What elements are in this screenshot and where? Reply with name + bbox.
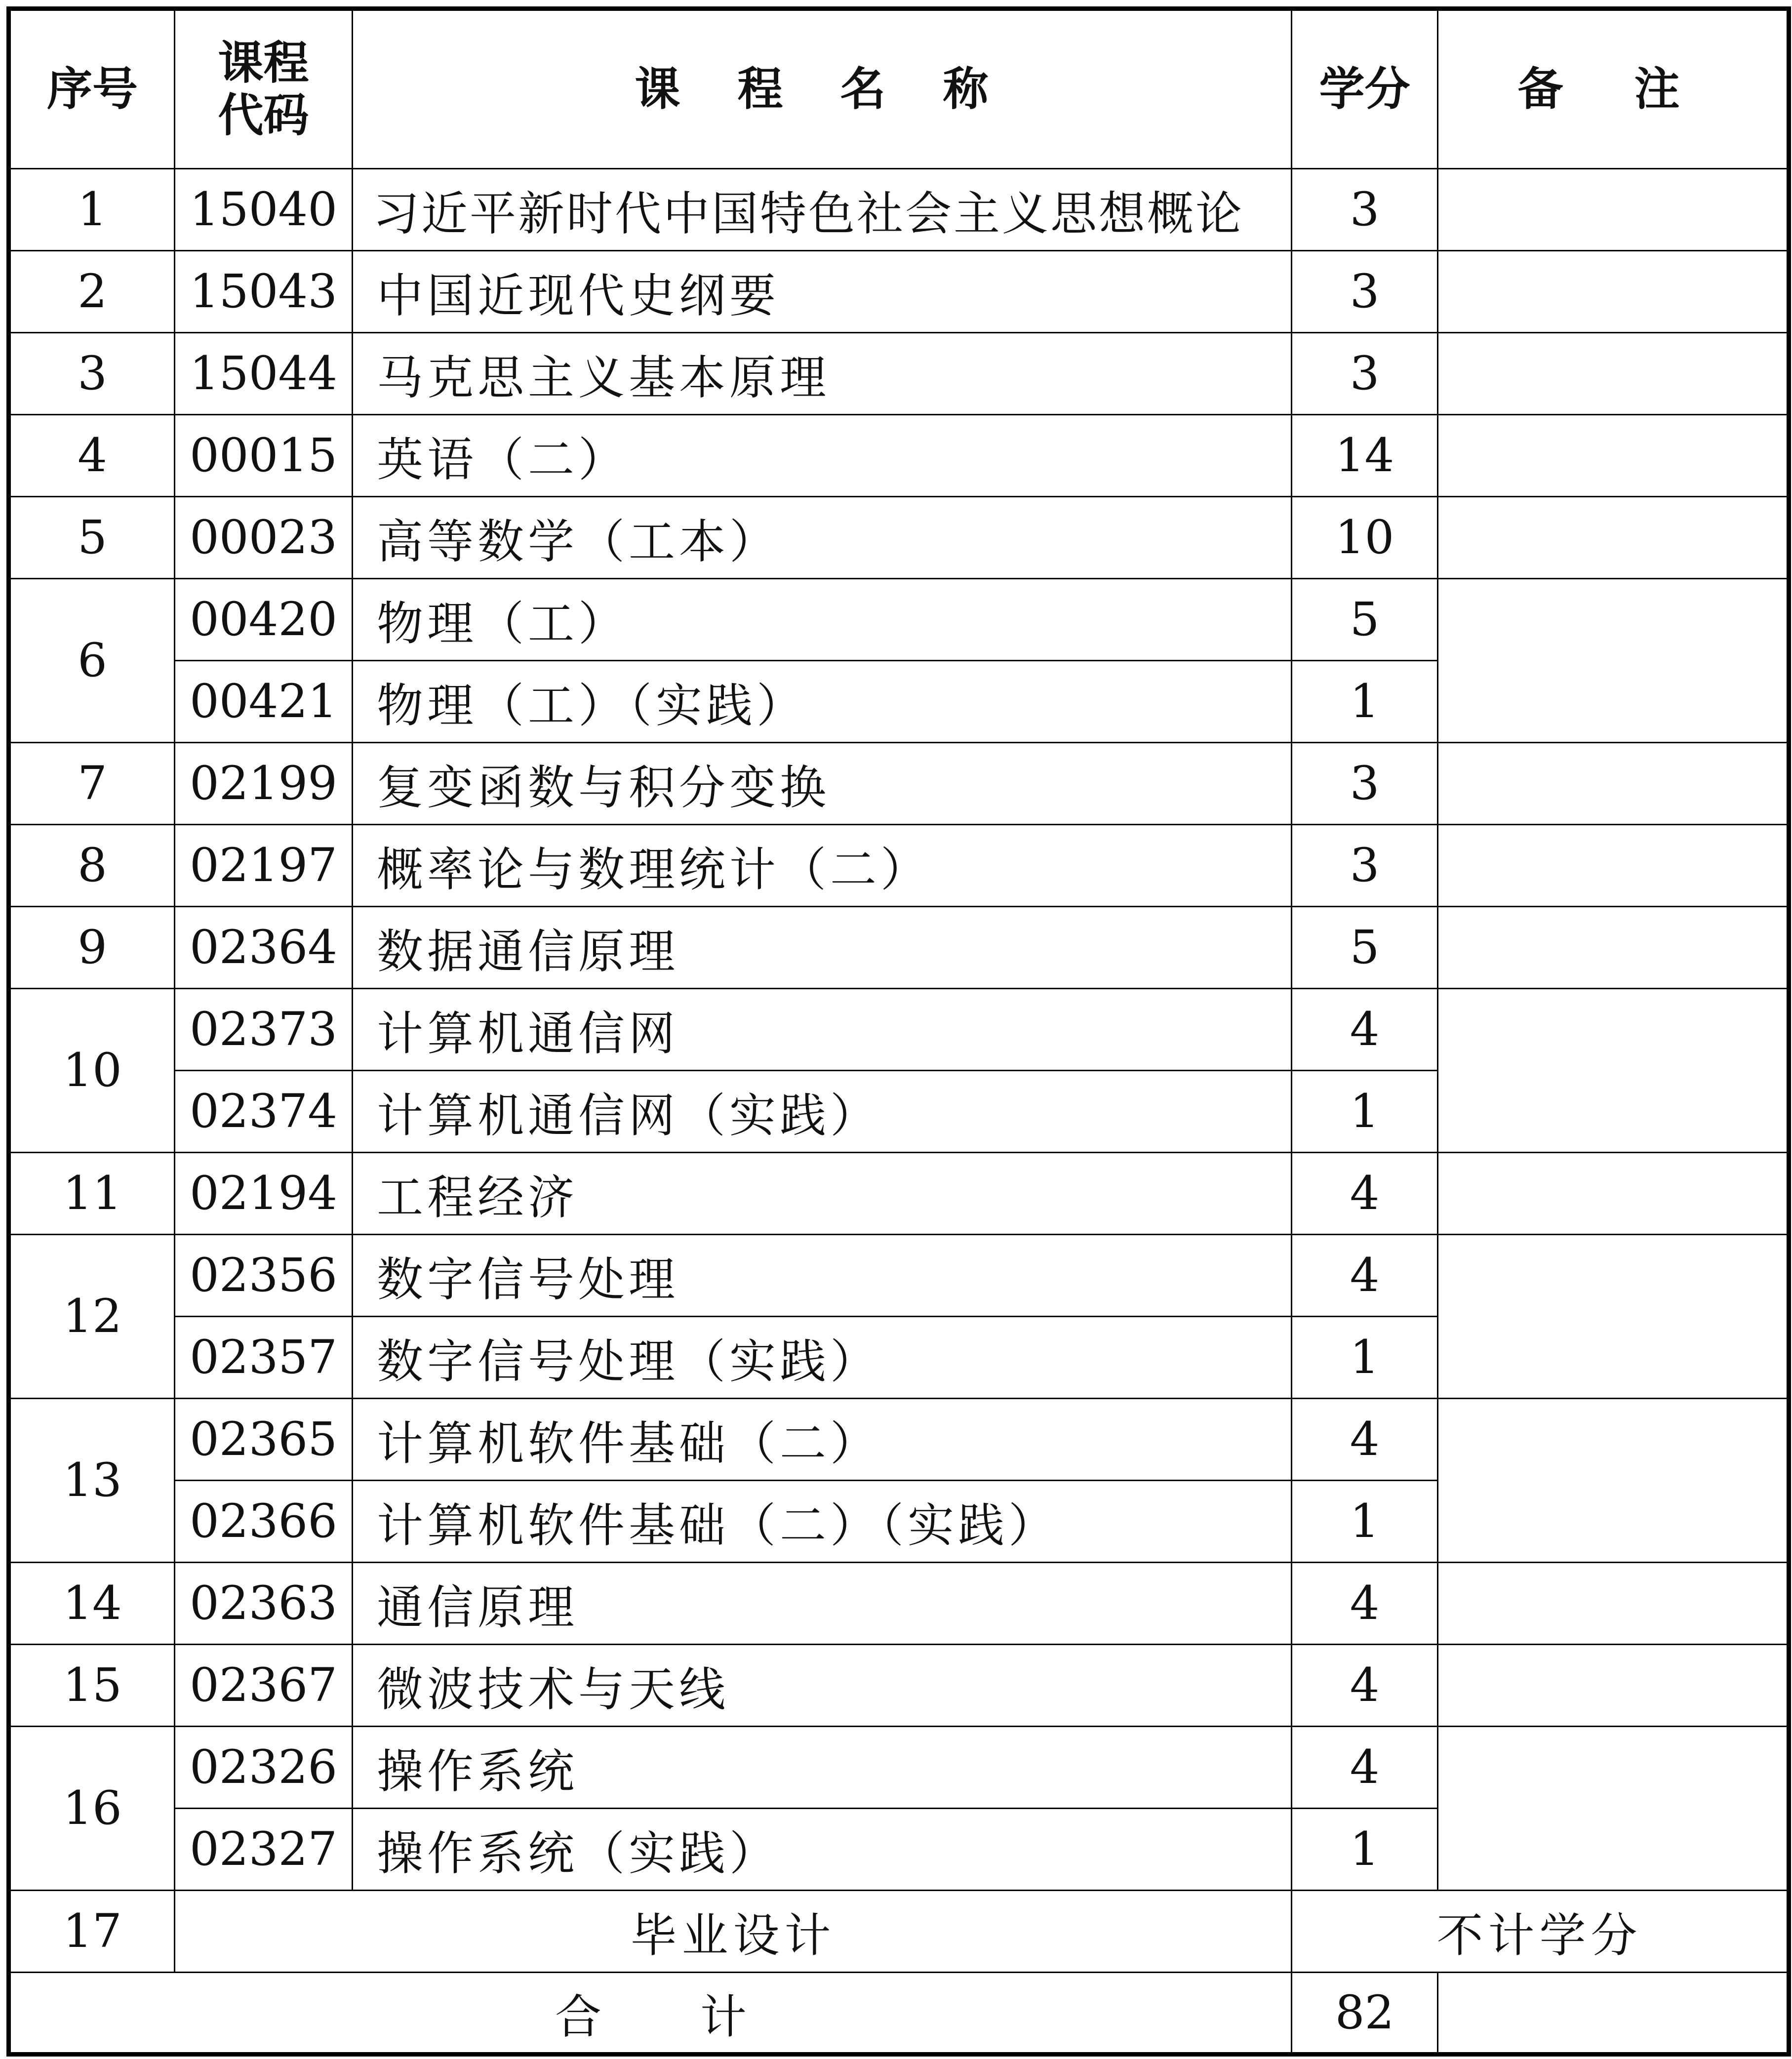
row-course-name: 马克思主义基本原理 [353,333,1292,415]
row-course-name: 微波技术与天线 [353,1645,1292,1727]
row-course-name: 操作系统（实践） [353,1809,1292,1891]
row-course-name: 计算机软件基础（二）（实践） [353,1481,1292,1563]
row-code: 00420 [175,579,353,661]
table-row [9,1727,1789,1809]
row-seq: 2 [9,251,175,333]
row-code: 02197 [175,825,353,907]
row-credit: 1 [1292,1481,1438,1563]
row-code: 15040 [175,169,353,251]
row-remark [1438,497,1789,579]
row-credit: 3 [1292,169,1438,251]
row-course-name: 高等数学（工本） [353,497,1292,579]
row-code: 02356 [175,1235,353,1317]
row-credit: 1 [1292,1071,1438,1153]
row-remark [1438,1235,1789,1399]
table-row [9,1153,1789,1235]
table-row [9,415,1789,497]
table-row [9,251,1789,333]
row-credit: 1 [1292,1317,1438,1399]
row-code: 00421 [175,661,353,743]
row-seq: 11 [9,1153,175,1235]
row-remark [1438,743,1789,825]
row-credit: 4 [1292,1727,1438,1809]
row-course-name: 英语（二） [353,415,1292,497]
row-remark [1438,1645,1789,1727]
row-course-name: 数字信号处理 [353,1235,1292,1317]
row-seq: 15 [9,1645,175,1727]
row-credit: 3 [1292,333,1438,415]
row-code: 02194 [175,1153,353,1235]
row-credit: 10 [1292,497,1438,579]
header-seq: 序号 [9,9,175,169]
thesis-credit-note: 不计学分 [1292,1891,1789,1973]
row-credit: 4 [1292,989,1438,1071]
row-remark [1438,825,1789,907]
row-remark [1438,1153,1789,1235]
row-seq: 9 [9,907,175,989]
row-remark [1438,907,1789,989]
row-credit: 4 [1292,1563,1438,1645]
row-seq: 13 [9,1399,175,1563]
row-code: 02199 [175,743,353,825]
thesis-course-name: 毕业设计 [175,1891,1292,1973]
table-row [9,333,1789,415]
row-code: 02373 [175,989,353,1071]
row-course-name: 数字信号处理（实践） [353,1317,1292,1399]
row-code: 15043 [175,251,353,333]
row-course-name: 物理（工） [353,579,1292,661]
row-remark [1438,251,1789,333]
total-label-left: 合 [555,1990,601,2044]
row-code: 02366 [175,1481,353,1563]
row-course-name: 计算机通信网 [353,989,1292,1071]
row-course-name: 计算机软件基础（二） [353,1399,1292,1481]
row-code: 00015 [175,415,353,497]
row-seq: 5 [9,497,175,579]
table-row [9,907,1789,989]
row-code: 02363 [175,1563,353,1645]
row-course-name: 概率论与数理统计（二） [353,825,1292,907]
row-seq: 14 [9,1563,175,1645]
row-credit: 1 [1292,1809,1438,1891]
row-credit: 4 [1292,1399,1438,1481]
thesis-seq: 17 [9,1891,175,1973]
row-code: 00023 [175,497,353,579]
row-seq: 4 [9,415,175,497]
row-code: 02367 [175,1645,353,1727]
table-row [9,1235,1789,1317]
row-course-name: 复变函数与积分变换 [353,743,1292,825]
row-seq: 16 [9,1727,175,1891]
total-label-right: 计 [700,1990,747,2044]
row-code: 02365 [175,1399,353,1481]
table-row [9,825,1789,907]
row-code: 15044 [175,333,353,415]
row-seq: 6 [9,579,175,743]
row-credit: 3 [1292,743,1438,825]
row-credit: 3 [1292,251,1438,333]
row-course-name: 习近平新时代中国特色社会主义思想概论 [353,169,1292,251]
table-row [9,743,1789,825]
table-row [9,169,1789,251]
row-seq: 10 [9,989,175,1153]
row-course-name: 数据通信原理 [353,907,1292,989]
row-course-name: 工程经济 [353,1153,1292,1235]
row-remark [1438,989,1789,1153]
row-code: 02327 [175,1809,353,1891]
row-seq: 1 [9,169,175,251]
row-code: 02326 [175,1727,353,1809]
row-remark [1438,1563,1789,1645]
course-table [6,6,1791,2057]
row-seq: 8 [9,825,175,907]
row-credit: 14 [1292,415,1438,497]
row-remark [1438,169,1789,251]
header-code [175,9,353,169]
row-code: 02357 [175,1317,353,1399]
row-credit: 1 [1292,661,1438,743]
thesis-row [9,1891,1789,1973]
row-code: 02374 [175,1071,353,1153]
row-credit: 5 [1292,579,1438,661]
row-remark [1438,333,1789,415]
table-row [9,497,1789,579]
row-code: 02364 [175,907,353,989]
table-row [9,1563,1789,1645]
row-course-name: 中国近现代史纲要 [353,251,1292,333]
table-row [9,1399,1789,1481]
row-credit: 5 [1292,907,1438,989]
total-credit: 82 [1292,1973,1438,2055]
table-row [9,1645,1789,1727]
row-remark [1438,1399,1789,1563]
total-row [9,1973,1789,2055]
total-remark [1438,1973,1789,2055]
header-code-text: 课程代码 [218,37,309,142]
row-course-name: 物理（工）（实践） [353,661,1292,743]
row-course-name: 计算机通信网（实践） [353,1071,1292,1153]
row-credit: 3 [1292,825,1438,907]
row-seq: 3 [9,333,175,415]
row-credit: 4 [1292,1645,1438,1727]
header-name: 课 程 名 称 [353,9,1292,169]
table-row [9,989,1789,1071]
row-course-name: 通信原理 [353,1563,1292,1645]
header-credit: 学分 [1292,9,1438,169]
table-row [9,579,1789,661]
row-seq: 12 [9,1235,175,1399]
row-credit: 4 [1292,1235,1438,1317]
header-remark: 备 注 [1438,9,1789,169]
row-credit: 4 [1292,1153,1438,1235]
row-seq: 7 [9,743,175,825]
table-header-row [9,9,1789,169]
total-label [9,1973,1292,2055]
row-remark [1438,415,1789,497]
row-remark [1438,579,1789,743]
row-course-name: 操作系统 [353,1727,1292,1809]
row-remark [1438,1727,1789,1891]
